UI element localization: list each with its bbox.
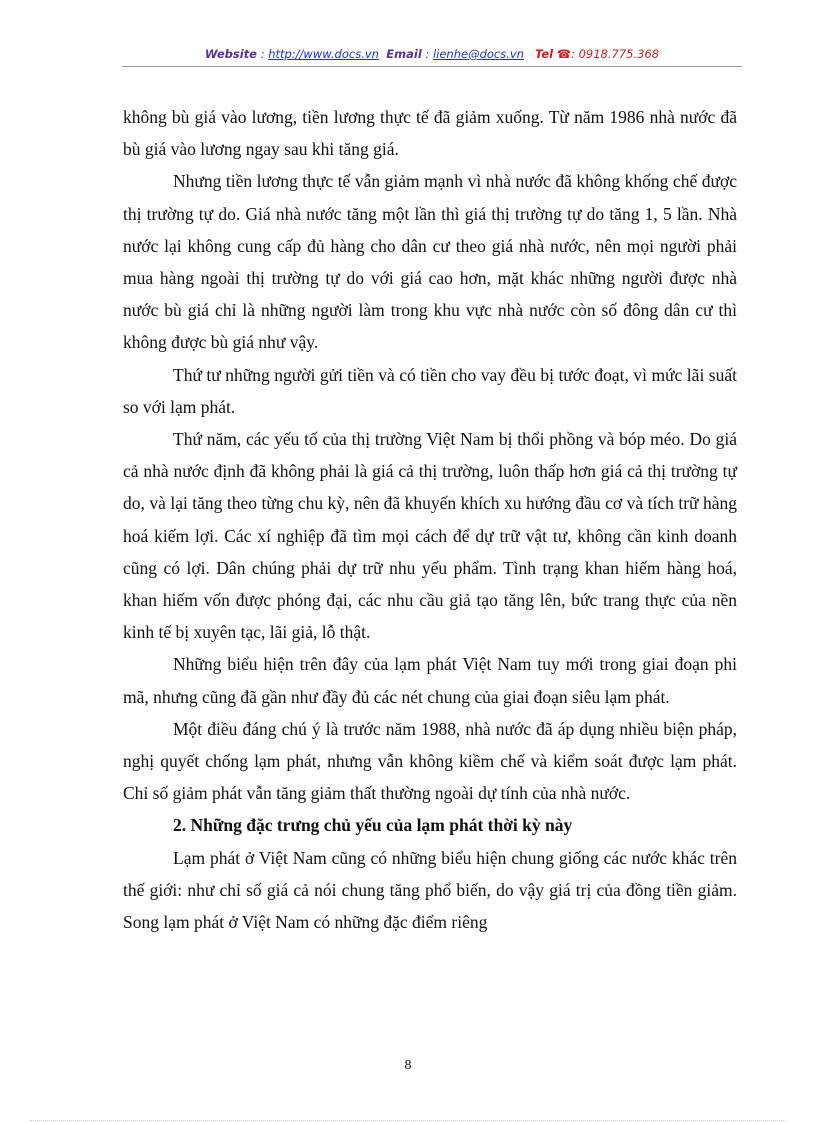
page-bottom-divider — [30, 1120, 786, 1121]
paragraph: Thứ tư những người gửi tiền và có tiền cho vay đều bị tước đoạt, vì mức lãi suất so với lạm phát. — [123, 364, 737, 417]
header-divider — [122, 66, 742, 67]
paragraph: Những biểu hiện trên đây của lạm phát Việt Nam tuy mới trong giai đoạn phi mã, nhưng cũng đã gần như đầy đủ các nét chung của giai đoạn siêu lạm phát. — [123, 654, 737, 707]
email-label: Email — [386, 47, 422, 61]
paragraph: Nhưng tiền lương thực tế vẫn giảm mạnh vì nhà nước đã không khống chế được thị trường tự do. Giá nhà nước tăng một lần thì giá thị trường tự do tăng 1, 5 lần. Nhà nước lại không cung cấp đủ hàng cho dân cư theo giá nhà nước, nên mọi người phải mua hàng ngoài thị trường tự do với giá cao hơn, mặt khác những người được nhà nước bù giá chỉ là những người làm trong khu vực nhà nước còn số đông dân cư thì không được bù giá như vậy. — [123, 171, 737, 353]
tel-number: : 0918.775.368 — [571, 47, 660, 61]
document-body — [123, 101, 737, 938]
website-colon: : — [257, 47, 269, 61]
page-number: 8 — [404, 1058, 412, 1073]
email-link[interactable]: lienhe@docs.vn — [432, 47, 524, 61]
paragraph: Một điều đáng chú ý là trước năm 1988, nhà nước đã áp dụng nhiều biện pháp, nghị quyết chống lạm phát, nhưng vẫn không kiềm chế và kiểm soát được lạm phát. Chỉ số giảm phát vẫn tăng giảm thất thường ngoài dự tính của nhà nước. — [123, 718, 737, 804]
website-label: Website — [204, 47, 257, 61]
phone-icon: ☎ — [556, 47, 572, 61]
paragraph: không bù giá vào lương, tiền lương thực tế đã giảm xuống. Từ năm 1986 nhà nước đã bù giá vào lương ngay sau khi tăng giá. — [123, 107, 737, 160]
section-heading: 2. Những đặc trưng chủ yếu của lạm phát thời kỳ này — [173, 815, 573, 836]
paragraph: Lạm phát ở Việt Nam cũng có những biểu hiện chung giống các nước khác trên thế giới: như chỉ số giá cả nói chung tăng phổ biến, do vậy giá trị của đồng tiền giảm. Song lạm phát ở Việt Nam có những đặc điểm riêng — [123, 847, 737, 933]
email-colon: : — [421, 47, 433, 61]
tel-label: Tel — [534, 47, 554, 61]
website-link[interactable]: http://www.docs.vn — [268, 47, 379, 61]
paragraph: Thứ năm, các yếu tố của thị trường Việt Nam bị thổi phồng và bóp méo. Do giá cả nhà nước định đã không phải là giá cả thị trường, luôn thấp hơn giá cả thị trường tự do, và lại tăng theo từng chu kỳ, nên đã khuyến khích xu hướng đầu cơ và tích trữ hàng hoá kiếm lợi. Các xí nghiệp đã tìm mọi cách để dự trữ vật tư, không cần kinh doanh cũng có lợi. Dân chúng phải dự trữ nhu yếu phẩm. Tình trạng khan hiếm hàng hoá, khan hiếm vốn được phóng đại, các nhu cầu giả tạo tăng lên, bức trang thực của nền kinh tế bị xuyên tạc, lãi giả, lỗ thật. — [123, 429, 737, 643]
page-header — [122, 47, 742, 61]
